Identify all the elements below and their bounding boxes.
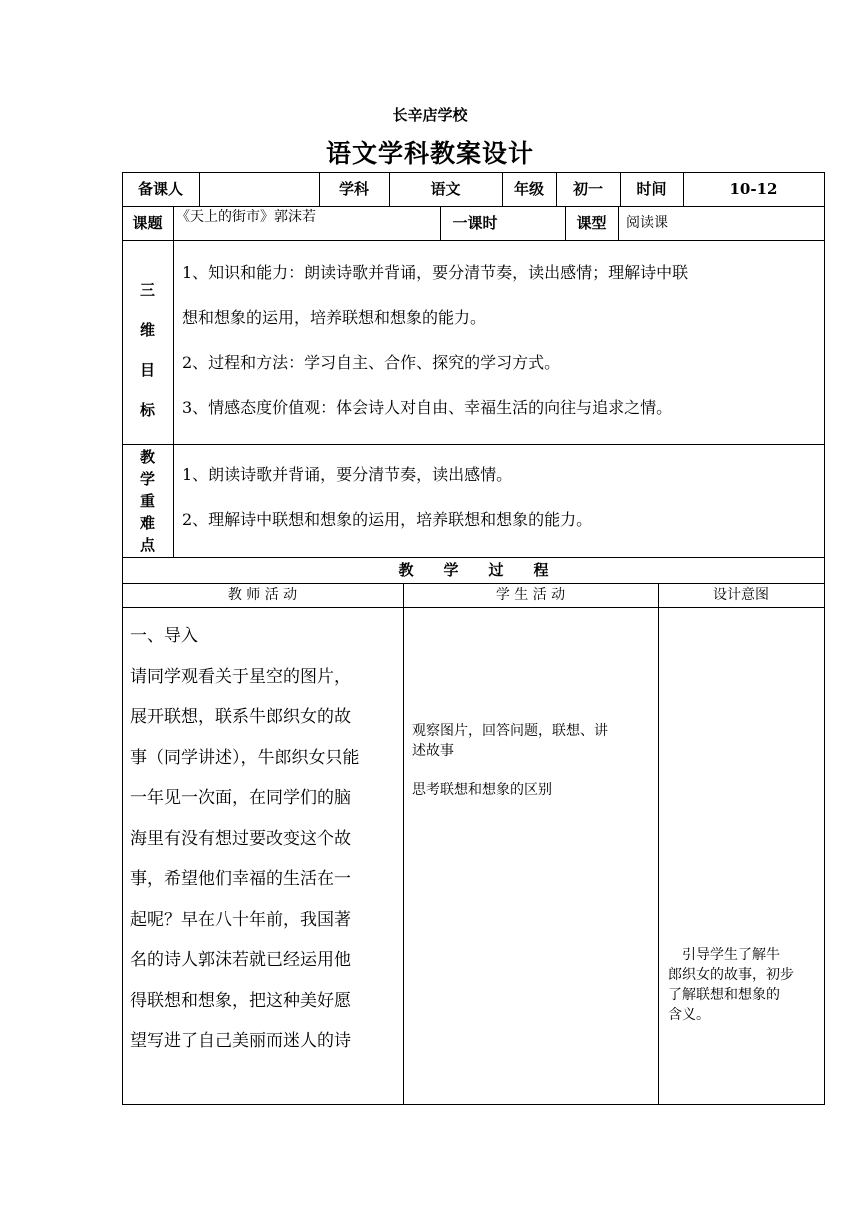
student-line: 思考联想和想象的区别 bbox=[412, 782, 552, 798]
class-hours-value: 一课时 bbox=[452, 214, 498, 232]
teacher-line: 名的诗人郭沫若就已经运用他 bbox=[130, 950, 351, 970]
teacher-line: 事（同学讲述），牛郎织女只能 bbox=[130, 747, 360, 768]
intent-line: 了解联想和想象的 bbox=[668, 987, 780, 1003]
topic-value: 《天上的街市》郭沫若 bbox=[176, 209, 316, 225]
teacher-line: 得联想和想象，把这种美好愿 bbox=[130, 990, 351, 1011]
type-label: 课型 bbox=[576, 214, 607, 232]
preparer-value bbox=[199, 172, 319, 206]
time-label: 时间 bbox=[636, 180, 667, 198]
teacher-line: 请同学观看关于星空的图片， bbox=[130, 666, 351, 687]
teacher-activity-header: 教 师 活 动 bbox=[227, 587, 298, 603]
school-name: 长辛店学校 bbox=[392, 106, 468, 124]
student-activity-text bbox=[412, 721, 656, 800]
key-point-line: 2、理解诗中联想和想象的运用，培养联想和想象的能力。 bbox=[182, 510, 593, 529]
type-value: 阅读课 bbox=[626, 215, 668, 231]
key-points-text bbox=[182, 452, 822, 542]
objective-line: 1、知识和能力：朗读诗歌并背诵，要分清节奏，读出感情；理解诗中联 bbox=[182, 263, 689, 282]
teacher-line: 起呢？早在八十年前，我国著 bbox=[130, 909, 351, 930]
student-line: 观察图片，回答问题，联想、讲 bbox=[412, 723, 608, 739]
teacher-line: 望写进了自己美丽而迷人的诗 bbox=[130, 1031, 351, 1051]
intent-line: 含义。 bbox=[668, 1007, 710, 1023]
grade-value: 初一 bbox=[572, 180, 603, 198]
key-points-label: 教 学 重 难 点 bbox=[139, 448, 155, 554]
objectives-label: 三 维 目 标 bbox=[139, 281, 155, 419]
student-activity-header: 学 生 活 动 bbox=[495, 587, 566, 603]
teacher-line: 一、导入 bbox=[130, 626, 198, 646]
objectives-text bbox=[182, 250, 822, 430]
time-value: 10-12 bbox=[729, 180, 778, 198]
student-line: 述故事 bbox=[412, 743, 454, 759]
topic-label: 课题 bbox=[132, 214, 163, 232]
teacher-line: 事，希望他们幸福的生活在一 bbox=[130, 869, 351, 889]
intent-line: 郎织女的故事，初步 bbox=[668, 967, 794, 983]
design-intent-header: 设计意图 bbox=[713, 587, 769, 603]
subject-value: 语文 bbox=[430, 180, 461, 198]
subject-label: 学科 bbox=[338, 180, 369, 198]
objective-line: 3、情感态度价值观：体会诗人对自由、幸福生活的向往与追求之情。 bbox=[182, 398, 673, 417]
teacher-line: 一年见一次面，在同学们的脑 bbox=[130, 788, 351, 808]
teacher-line: 展开联想，联系牛郎织女的故 bbox=[130, 707, 351, 727]
teacher-line: 海里有没有想过要改变这个故 bbox=[130, 828, 351, 849]
objective-line: 想和想象的运用，培养联想和想象的能力。 bbox=[182, 308, 487, 327]
preparer-label: 备课人 bbox=[137, 180, 183, 198]
process-header: 教 学 过 程 bbox=[398, 561, 549, 579]
teacher-activity-text bbox=[130, 616, 400, 1062]
design-intent-text bbox=[668, 945, 822, 1025]
key-point-line: 1、朗读诗歌并背诵，要分清节奏，读出感情。 bbox=[182, 465, 513, 484]
objective-line: 2、过程和方法：学习自主、合作、探究的学习方式。 bbox=[182, 353, 561, 372]
grade-label: 年级 bbox=[513, 180, 544, 198]
intent-line: 引导学生了解牛 bbox=[668, 947, 780, 963]
page-title: 语文学科教案设计 bbox=[325, 139, 534, 168]
